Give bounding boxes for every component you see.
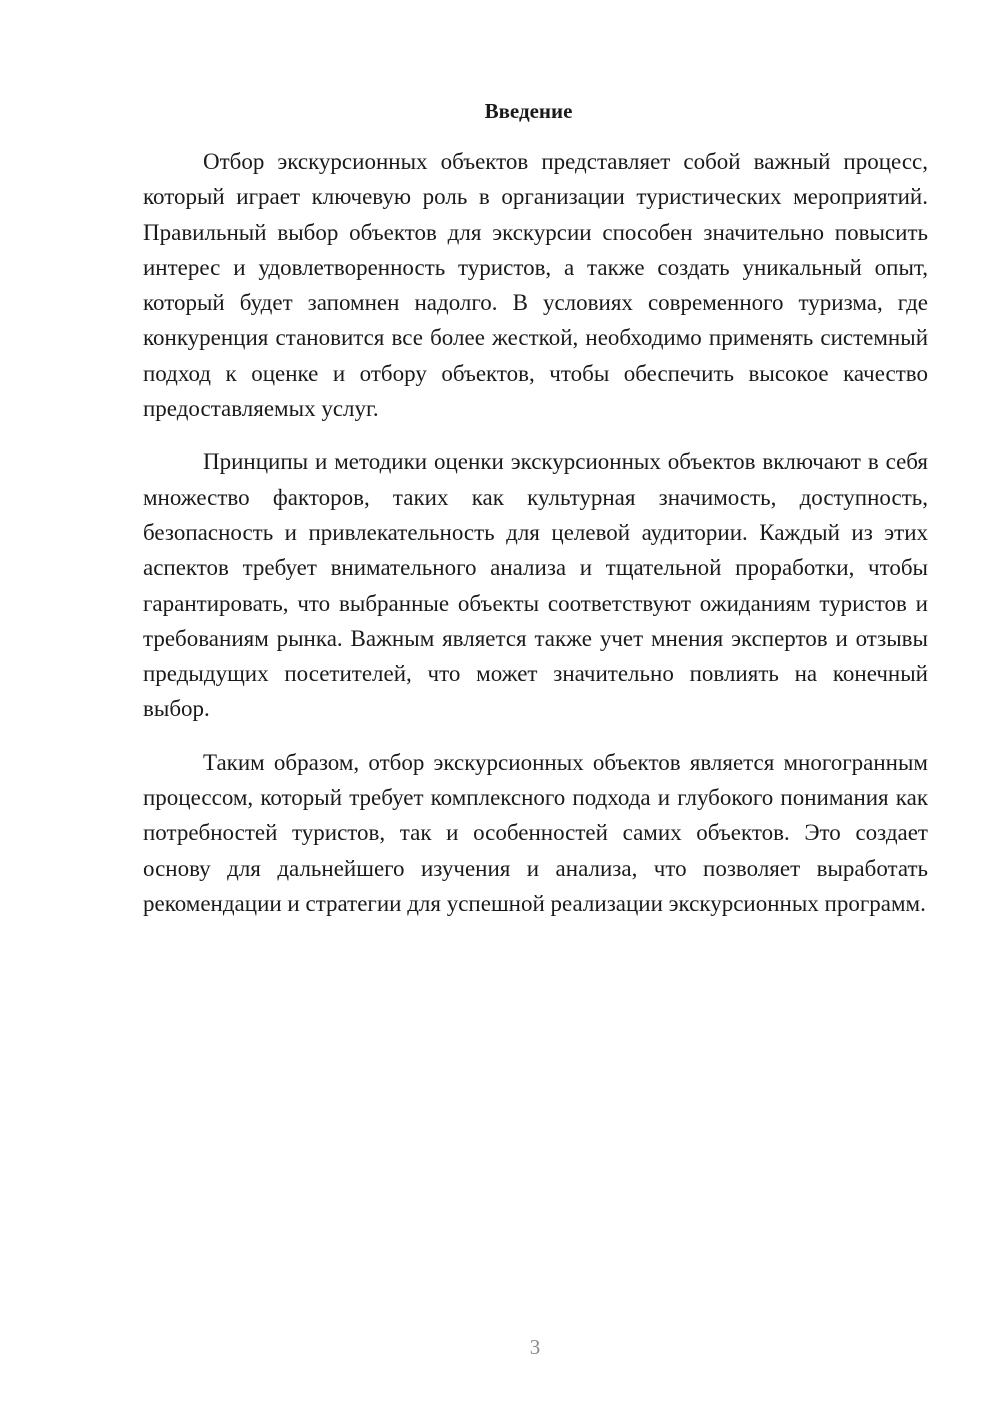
paragraph-2: Принципы и методики оценки экскурсионных объектов включают в себя множество факторов, таких как культурная значимость, доступность, безопасность и привлекательность для целевой аудитории. Каждый из этих аспектов требует внимательного анализа и тщательной проработки, чтобы гарантировать, что выбранные объекты соответствуют ожиданиям туристов и требованиям рынка. Важным является также учет мнения экспертов и отзывы предыдущих посетителей, что может значительно повлиять на конечный выбор. [143,449,928,722]
page-content [143,96,928,921]
page-number: 3 [529,1335,541,1359]
paragraph-1: Отбор экскурсионных объектов представляет собой важный процесс, который играет ключевую роль в организации туристических мероприятий. Правильный выбор объектов для экскурсии способен значительно повысить интерес и удовлетворенность туристов, а также создать уникальный опыт, который будет запомнен надолго. В условиях современного туризма, где конкуренция становится все более жесткой, необходимо применять системный подход к оценке и отбору объектов, чтобы обеспечить высокое качество предоставляемых услуг. [143,149,928,422]
paragraph-3: Таким образом, отбор экскурсионных объектов является многогранным процессом, который требует комплексного подхода и глубокого понимания как потребностей туристов, так и особенностей самих объектов. Это создает основу для дальнейшего изучения и анализа, что позволяет выработать рекомендации и стратегии для успешной реализации экскурсионных программ. [143,749,928,916]
section-title: Введение [484,99,573,123]
